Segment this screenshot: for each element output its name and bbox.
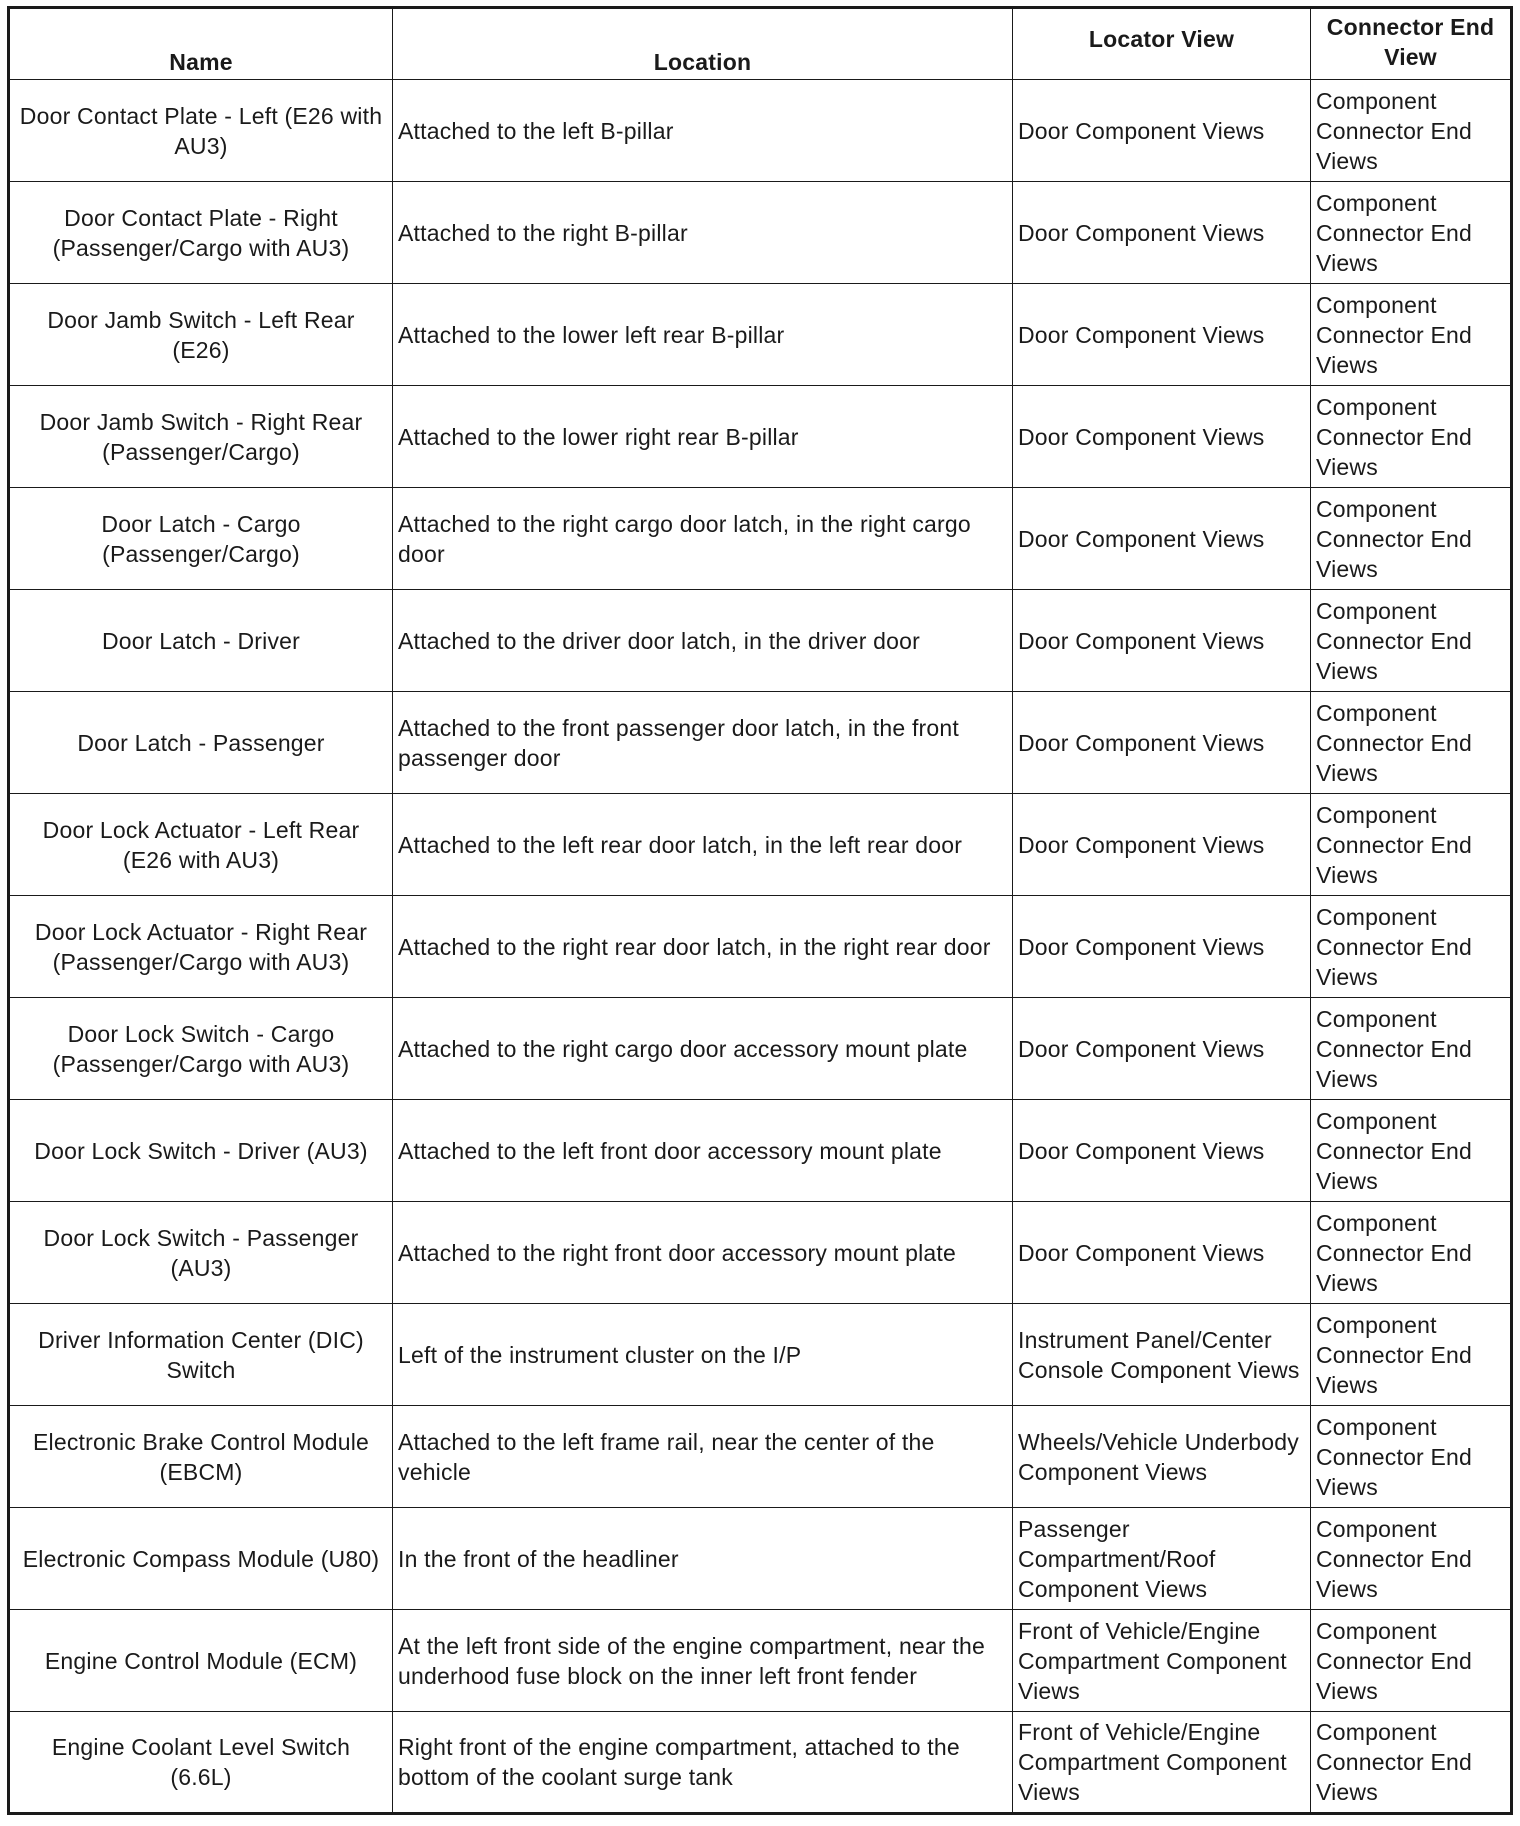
table-row: [9, 1202, 1512, 1304]
cell-location: In the front of the headliner: [393, 1508, 1013, 1610]
table-row: [9, 794, 1512, 896]
cell-location: Attached to the right B-pillar: [393, 182, 1013, 284]
cell-location: Attached to the left B-pillar: [393, 80, 1013, 182]
table-row: [9, 998, 1512, 1100]
cell-connector-end-view: Component Connector End Views: [1311, 998, 1512, 1100]
cell-location: Attached to the front passenger door latch, in the front passenger door: [393, 692, 1013, 794]
cell-locator-view: Door Component Views: [1013, 590, 1311, 692]
cell-locator-view: Door Component Views: [1013, 488, 1311, 590]
cell-locator-view: Front of Vehicle/Engine Compartment Component Views: [1013, 1712, 1311, 1814]
cell-locator-view: Door Component Views: [1013, 794, 1311, 896]
cell-locator-view: Door Component Views: [1013, 692, 1311, 794]
cell-locator-view: Door Component Views: [1013, 80, 1311, 182]
cell-connector-end-view: Component Connector End Views: [1311, 896, 1512, 998]
table-row: [9, 1712, 1512, 1814]
cell-connector-end-view: Component Connector End Views: [1311, 1508, 1512, 1610]
cell-connector-end-view: Component Connector End Views: [1311, 1202, 1512, 1304]
cell-name: Engine Control Module (ECM): [9, 1610, 393, 1712]
cell-name: Door Contact Plate - Left (E26 with AU3): [9, 80, 393, 182]
cell-connector-end-view: Component Connector End Views: [1311, 1406, 1512, 1508]
cell-location: Attached to the left front door accessory mount plate: [393, 1100, 1013, 1202]
cell-name: Door Latch - Cargo (Passenger/Cargo): [9, 488, 393, 590]
cell-name: Engine Coolant Level Switch (6.6L): [9, 1712, 393, 1814]
header-name: Name: [9, 8, 393, 80]
cell-connector-end-view: Component Connector End Views: [1311, 284, 1512, 386]
cell-location: Left of the instrument cluster on the I/P: [393, 1304, 1013, 1406]
cell-name: Door Jamb Switch - Left Rear (E26): [9, 284, 393, 386]
table-header: [9, 8, 1512, 80]
cell-location: Attached to the left frame rail, near the center of the vehicle: [393, 1406, 1013, 1508]
cell-connector-end-view: Component Connector End Views: [1311, 386, 1512, 488]
table-row: [9, 386, 1512, 488]
table-row: [9, 488, 1512, 590]
cell-connector-end-view: Component Connector End Views: [1311, 80, 1512, 182]
cell-connector-end-view: Component Connector End Views: [1311, 1610, 1512, 1712]
cell-locator-view: Door Component Views: [1013, 1202, 1311, 1304]
table-row: [9, 1304, 1512, 1406]
cell-connector-end-view: Component Connector End Views: [1311, 1712, 1512, 1814]
cell-location: Attached to the lower left rear B-pillar: [393, 284, 1013, 386]
cell-location: At the left front side of the engine compartment, near the underhood fuse block on the inner left front fender: [393, 1610, 1013, 1712]
cell-locator-view: Door Component Views: [1013, 386, 1311, 488]
cell-connector-end-view: Component Connector End Views: [1311, 590, 1512, 692]
cell-name: Electronic Brake Control Module (EBCM): [9, 1406, 393, 1508]
cell-connector-end-view: Component Connector End Views: [1311, 488, 1512, 590]
header-location: Location: [393, 8, 1013, 80]
cell-connector-end-view: Component Connector End Views: [1311, 182, 1512, 284]
cell-locator-view: Front of Vehicle/Engine Compartment Component Views: [1013, 1610, 1311, 1712]
cell-locator-view: Door Component Views: [1013, 1100, 1311, 1202]
cell-connector-end-view: Component Connector End Views: [1311, 1100, 1512, 1202]
header-locator-view: Locator View: [1013, 8, 1311, 80]
cell-location: Right front of the engine compartment, attached to the bottom of the coolant surge tank: [393, 1712, 1013, 1814]
cell-connector-end-view: Component Connector End Views: [1311, 794, 1512, 896]
cell-location: Attached to the lower right rear B-pillar: [393, 386, 1013, 488]
cell-location: Attached to the right rear door latch, in the right rear door: [393, 896, 1013, 998]
table-row: [9, 590, 1512, 692]
table-row: [9, 1508, 1512, 1610]
cell-locator-view: Door Component Views: [1013, 182, 1311, 284]
table-row: [9, 1610, 1512, 1712]
cell-connector-end-view: Component Connector End Views: [1311, 1304, 1512, 1406]
header-connector-end-view: Connector End View: [1311, 8, 1512, 80]
cell-location: Attached to the right cargo door latch, in the right cargo door: [393, 488, 1013, 590]
cell-locator-view: Door Component Views: [1013, 896, 1311, 998]
cell-name: Door Latch - Passenger: [9, 692, 393, 794]
table-body: [9, 80, 1512, 1814]
component-locator-sheet: [7, 6, 1510, 1815]
cell-locator-view: Instrument Panel/Center Console Component Views: [1013, 1304, 1311, 1406]
table-row: [9, 284, 1512, 386]
cell-name: Driver Information Center (DIC) Switch: [9, 1304, 393, 1406]
table-row: [9, 182, 1512, 284]
cell-name: Electronic Compass Module (U80): [9, 1508, 393, 1610]
cell-name: Door Lock Actuator - Left Rear (E26 with AU3): [9, 794, 393, 896]
table-row: [9, 1100, 1512, 1202]
table-row: [9, 692, 1512, 794]
cell-locator-view: Door Component Views: [1013, 284, 1311, 386]
cell-name: Door Lock Switch - Passenger (AU3): [9, 1202, 393, 1304]
cell-location: Attached to the left rear door latch, in the left rear door: [393, 794, 1013, 896]
cell-name: Door Contact Plate - Right (Passenger/Cargo with AU3): [9, 182, 393, 284]
cell-name: Door Jamb Switch - Right Rear (Passenger/Cargo): [9, 386, 393, 488]
cell-location: Attached to the right cargo door accessory mount plate: [393, 998, 1013, 1100]
cell-locator-view: Door Component Views: [1013, 998, 1311, 1100]
table-row: [9, 896, 1512, 998]
table-row: [9, 80, 1512, 182]
cell-locator-view: Wheels/Vehicle Underbody Component Views: [1013, 1406, 1311, 1508]
cell-location: Attached to the right front door accessory mount plate: [393, 1202, 1013, 1304]
cell-location: Attached to the driver door latch, in the driver door: [393, 590, 1013, 692]
cell-name: Door Lock Actuator - Right Rear (Passenger/Cargo with AU3): [9, 896, 393, 998]
component-locator-table: [7, 6, 1513, 1815]
table-row: [9, 1406, 1512, 1508]
cell-connector-end-view: Component Connector End Views: [1311, 692, 1512, 794]
cell-name: Door Latch - Driver: [9, 590, 393, 692]
header-row: [9, 8, 1512, 80]
cell-name: Door Lock Switch - Cargo (Passenger/Cargo with AU3): [9, 998, 393, 1100]
cell-name: Door Lock Switch - Driver (AU3): [9, 1100, 393, 1202]
cell-locator-view: Passenger Compartment/Roof Component Views: [1013, 1508, 1311, 1610]
